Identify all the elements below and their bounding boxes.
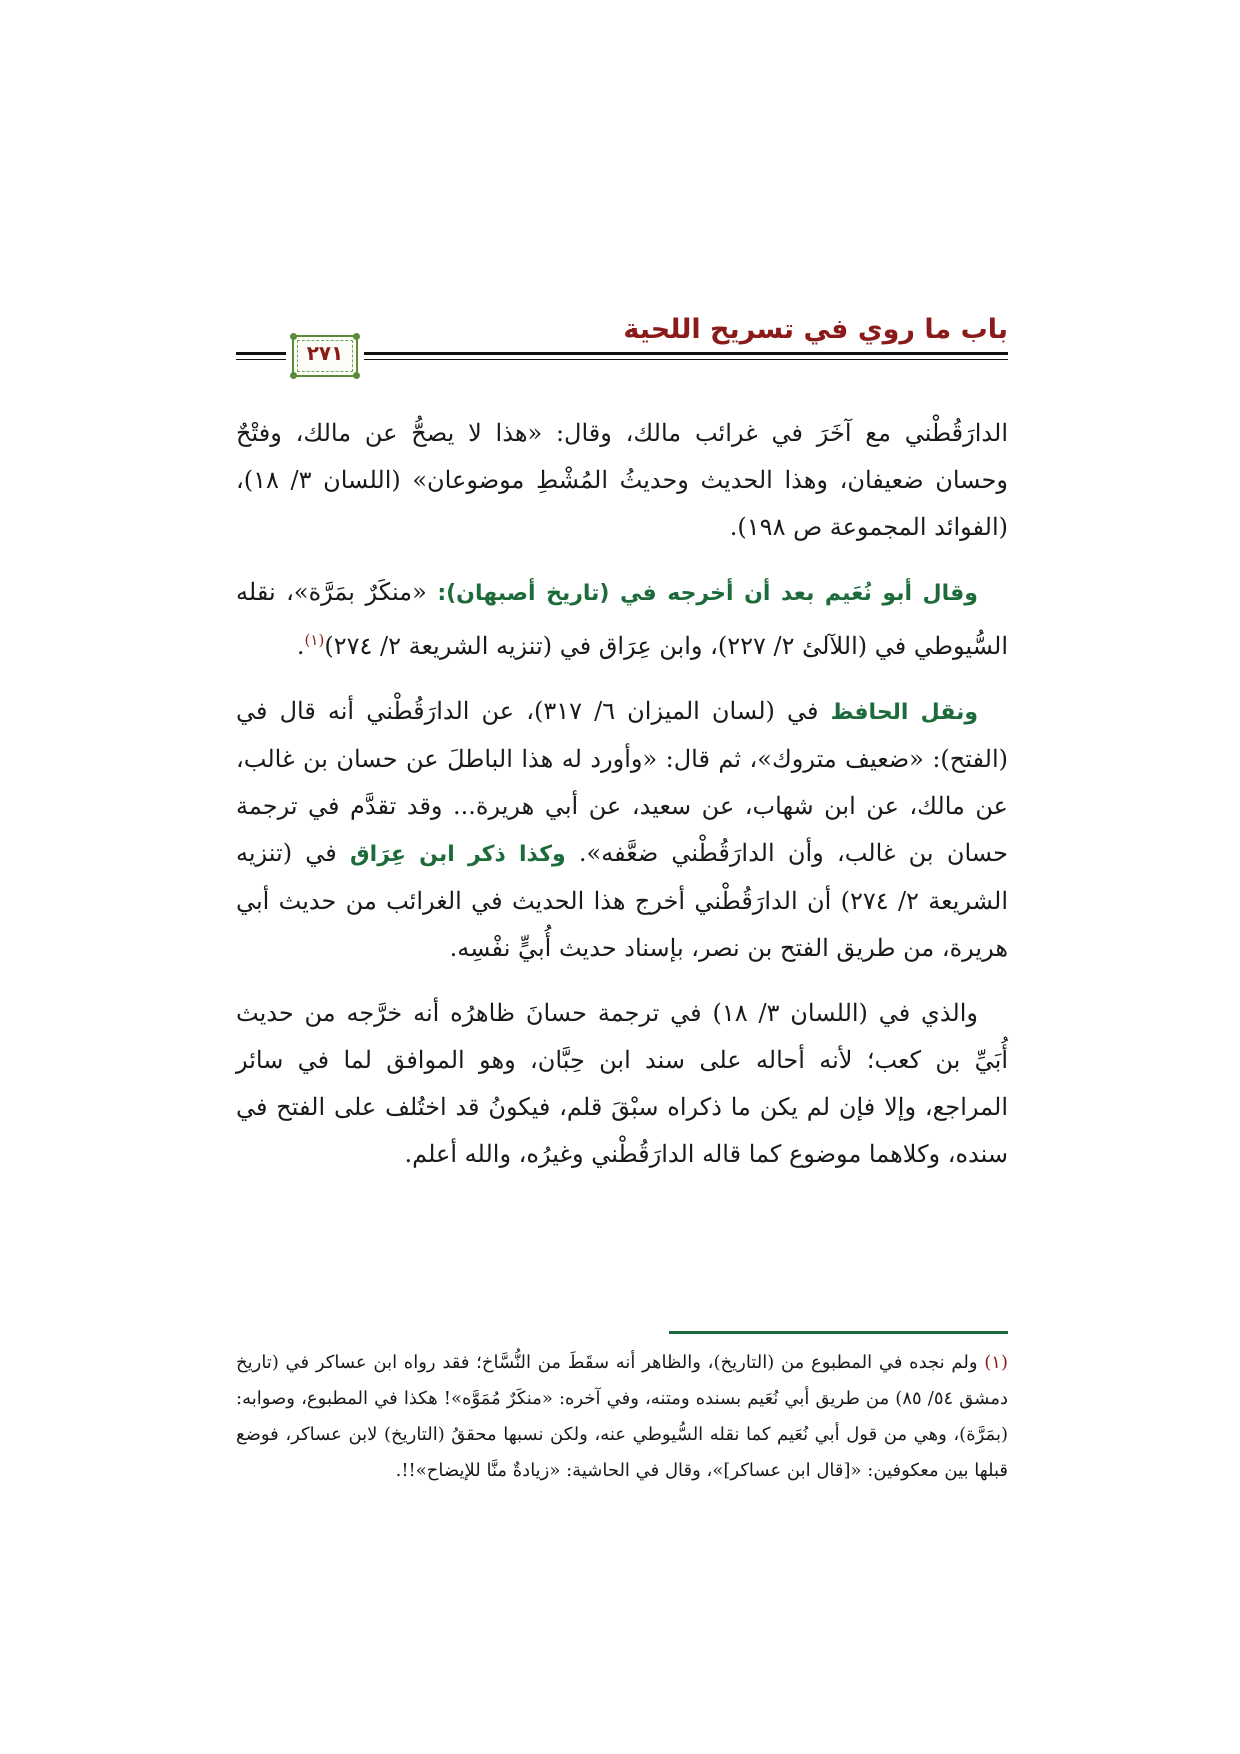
footnote-reference[interactable]: (١) bbox=[304, 631, 325, 649]
footnote-text: ولم نجده في المطبوع من (التاريخ)، والظاهر أنه سقَطَ من النُّسَّاخ؛ فقد رواه ابن عساكر في (تاريخ دمشق ٥٤/ ٨٥) من طريق أبي نُعَيم بسنده ومتنه، وفي آخره: «منكَرٌ مُمَوَّه»! هكذا في المطبوع، وصوابه: (بمَرَّة)، وهي من قول أبي نُعَيم كما نقله السُّيوطي عنه، ولكن نسبها محققُ (التاريخ) لابن عساكر، فوضع قبلها بين معكوفين: «[قال ابن عساكر]»، وقال في الحاشية: «زيادةٌ منَّا للإيضاح»!!. bbox=[236, 1352, 1008, 1481]
highlighted-phrase: وقال أبو نُعَيم بعد أن أخرجه في (تاريخ أصبهان): bbox=[437, 581, 978, 606]
footnote bbox=[236, 1345, 1008, 1489]
paragraph-text: الدارَقُطْني مع آخَرَ في غرائب مالك، وقال: «هذا لا يصحُّ عن مالك، وفتْحٌ وحسان ضعيفان، وهذا الحديث وحديثُ المُشْطِ موضوعان» (اللسان ٣/ ١٨)، (الفوائد المجموعة ص ١٩٨). bbox=[236, 419, 1008, 541]
ornament-icon bbox=[353, 372, 360, 379]
paragraph-text: «منكَرٌ بمَرَّة»، نقله السُّيوطي في (اللآلئ ٢/ ٢٢٧)، وابن عِرَاق في (تنزيه الشريعة ٢/ ٢٧٤) bbox=[236, 578, 1008, 660]
header-rule-left-thin bbox=[236, 359, 286, 360]
paragraph bbox=[236, 410, 1008, 551]
paragraph-text: في (لسان الميزان ٦/ ٣١٧)، عن الدارَقُطْني أنه قال في (الفتح): «ضعيف متروك»، ثم قال: «وأورد له هذا الباطلَ عن حسان بن غالب، عن مالك، عن ابن شهاب، عن سعيد، عن أبي هريرة... وقد تقدَّم في ترجمة حسان بن غالب، وأن الدارَقُطْني ضعَّفه». bbox=[236, 697, 1009, 867]
paragraph-end: . bbox=[296, 632, 305, 660]
chapter-title: باب ما روي في تسريح اللحية bbox=[623, 314, 1008, 345]
footnote-divider bbox=[669, 1331, 1008, 1334]
highlighted-phrase: وكذا ذكر ابن عِرَاق bbox=[349, 842, 566, 867]
paragraph bbox=[236, 990, 1008, 1178]
footnotes bbox=[236, 1345, 1008, 1489]
highlighted-phrase: ونقل الحافظ bbox=[830, 700, 979, 725]
footnote-number: (١) bbox=[984, 1352, 1008, 1373]
page-number: ٢٧١ bbox=[306, 341, 344, 365]
main-text bbox=[236, 410, 1008, 1196]
paragraph bbox=[236, 569, 1008, 670]
ornament-icon bbox=[290, 333, 297, 340]
paragraph-text: والذي في (اللسان ٣/ ١٨) في ترجمة حسانَ ظاهرُه أنه خرَّجه من حديث أُبَيِّ بن كعب؛ لأنه أحاله على سند ابن حِبَّان، وهو الموافق لما في سائر المراجع، وإلا فإن لم يكن ما ذكراه سبْقَ قلم، فيكونُ قد اختُلف على الفتح في سنده، وكلاهما موضوع كما قاله الدارَقُطْني وغيرُه، والله أعلم. bbox=[236, 999, 1008, 1168]
ornament-icon bbox=[353, 333, 360, 340]
header-rule bbox=[364, 352, 1008, 355]
header-rule-left bbox=[236, 352, 286, 355]
page-number-frame bbox=[292, 335, 358, 377]
header-rule-thin bbox=[364, 359, 1008, 360]
paragraph bbox=[236, 688, 1008, 972]
page-header bbox=[236, 308, 1008, 398]
ornament-icon bbox=[290, 372, 297, 379]
paragraph-text: في (تنزيه الشريعة ٢/ ٢٧٤) أن الدارَقُطْني أخرج هذا الحديث في الغرائب من حديث أبي هريرة، من طريق الفتح بن نصر، بإسناد حديث أُبيٍّ نفْسِه. bbox=[236, 839, 1009, 962]
